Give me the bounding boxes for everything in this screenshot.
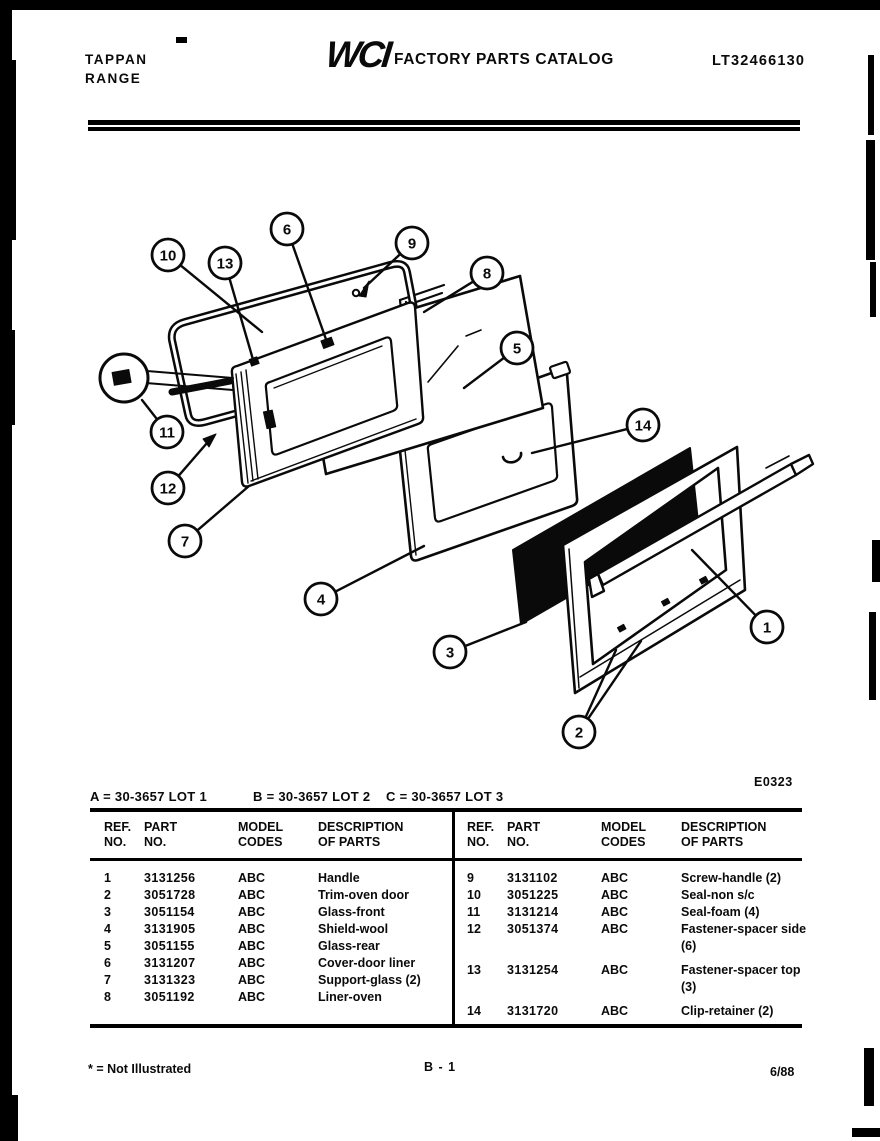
cell-ref: 9 — [467, 871, 474, 885]
cell-part: 3051154 — [144, 905, 195, 919]
parts-table — [90, 808, 807, 1030]
cell-codes: ABC — [238, 956, 266, 970]
table-body-right — [467, 870, 807, 1020]
scan-edge-left-bump — [0, 1095, 18, 1141]
svg-text:1: 1 — [762, 619, 772, 637]
svg-text:5: 5 — [512, 340, 522, 358]
svg-text:4: 4 — [316, 591, 326, 609]
cell-ref: 1 — [104, 871, 111, 885]
table-header: REF. NO. PART NO. MODEL CODES DESCRIPTION OF PARTS — [104, 820, 404, 849]
catalog-title: FACTORY PARTS CATALOG — [394, 51, 614, 68]
svg-text:9: 9 — [407, 235, 417, 253]
cell-ref: 14 — [467, 1004, 481, 1018]
table-row — [467, 904, 807, 921]
callout-4 — [305, 546, 424, 615]
cell-desc: Fastener-spacer side (6) — [681, 922, 807, 953]
cell-part: 3051728 — [144, 888, 196, 902]
wci-logo: WCI — [323, 34, 392, 75]
table-rule-bottom — [90, 1024, 802, 1028]
table-row — [104, 904, 444, 921]
lot-code-c: C = 30-3657 LOT 3 — [386, 789, 504, 804]
cell-desc: Seal-non s/c — [681, 888, 755, 902]
cell-codes: ABC — [601, 1004, 629, 1018]
cell-part: 3051155 — [144, 939, 195, 953]
table-row — [104, 989, 444, 1006]
svg-text:7: 7 — [180, 533, 190, 551]
callout-9 — [364, 227, 428, 288]
cell-desc: Support-glass (2) — [318, 973, 421, 987]
cell-desc: Cover-door liner — [318, 956, 416, 970]
table-row — [467, 870, 807, 887]
footer-note: * = Not Illustrated — [88, 1062, 192, 1076]
cell-codes: ABC — [601, 922, 629, 936]
table-row — [104, 921, 444, 938]
cell-ref: 11 — [467, 905, 481, 919]
table-rule-top — [90, 808, 802, 812]
cell-codes: ABC — [601, 888, 629, 902]
cell-codes: ABC — [601, 963, 629, 977]
svg-text:6: 6 — [282, 221, 292, 239]
cell-part: 3131102 — [507, 871, 558, 885]
screw-glyph — [353, 281, 369, 297]
svg-text:10: 10 — [159, 247, 177, 265]
callout-11 — [142, 400, 183, 448]
scan-edge-top — [0, 0, 880, 10]
cell-ref: 5 — [104, 939, 111, 953]
seal-foam-magnifier — [100, 354, 233, 402]
cell-part: 3131905 — [144, 922, 196, 936]
cell-codes: ABC — [238, 888, 266, 902]
scan-edge-right — [868, 55, 874, 135]
svg-text:12: 12 — [159, 480, 177, 498]
lot-code-b: B = 30-3657 LOT 2 — [253, 789, 371, 804]
footer-issue-date: 6/88 — [770, 1065, 795, 1079]
svg-text:11: 11 — [159, 424, 175, 442]
svg-text:3: 3 — [445, 644, 455, 662]
cell-ref: 10 — [467, 888, 481, 902]
svg-text:8: 8 — [482, 265, 492, 283]
brand-line1: TAPPAN — [85, 52, 148, 67]
cell-part: 3051192 — [144, 990, 195, 1004]
header-rule — [88, 120, 800, 131]
cell-desc: Trim-oven door — [318, 888, 409, 902]
scan-edge-right — [864, 1048, 874, 1106]
cell-ref: 12 — [467, 922, 481, 936]
cell-ref: 7 — [104, 973, 111, 987]
cell-desc: Liner-oven — [318, 990, 382, 1004]
table-row — [467, 887, 807, 904]
svg-text:13: 13 — [216, 255, 234, 273]
cell-ref: 8 — [104, 990, 111, 1004]
cell-part: 3131323 — [144, 973, 196, 987]
footer-page-number: B - 1 — [424, 1060, 457, 1074]
table-header: REF. NO. PART NO. MODEL CODES DESCRIPTION OF PARTS — [467, 820, 767, 849]
table-row — [104, 938, 444, 955]
svg-text:14: 14 — [634, 417, 652, 435]
cell-codes: ABC — [238, 990, 266, 1004]
table-row — [467, 962, 807, 996]
table-row — [104, 887, 444, 904]
cell-ref: 4 — [104, 922, 111, 936]
table-row — [104, 870, 444, 887]
cell-desc: Glass-front — [318, 905, 385, 919]
page-code: E0323 — [754, 775, 793, 789]
cell-ref: 2 — [104, 888, 111, 902]
callout-12 — [152, 443, 207, 504]
cell-desc: Handle — [318, 871, 360, 885]
cell-part: 3051225 — [507, 888, 559, 902]
cell-part: 3131256 — [144, 871, 196, 885]
brand-line2: RANGE — [85, 71, 142, 86]
callout-6 — [271, 213, 328, 345]
cell-ref: 3 — [104, 905, 111, 919]
table-row — [104, 972, 444, 989]
callout-3 — [434, 622, 526, 668]
cell-codes: ABC — [601, 905, 629, 919]
cell-desc: Screw-handle (2) — [681, 871, 782, 885]
cell-part: 3051374 — [507, 922, 559, 936]
table-row — [104, 955, 444, 972]
scan-speck — [176, 37, 187, 43]
exploded-oven-door-diagram — [0, 150, 880, 798]
cell-codes: ABC — [238, 922, 266, 936]
cell-desc: Seal-foam (4) — [681, 905, 760, 919]
table-row — [467, 1003, 807, 1020]
cell-desc: Fastener-spacer top (3) — [681, 963, 801, 994]
cell-codes: ABC — [238, 973, 266, 987]
cell-part: 3131720 — [507, 1004, 559, 1018]
brand-title — [85, 50, 148, 88]
cell-part: 3131207 — [144, 956, 196, 970]
scan-edge-bottom — [852, 1128, 880, 1137]
cell-part: 3131254 — [507, 963, 559, 977]
document-number: LT32466130 — [712, 53, 806, 69]
cell-desc: Glass-rear — [318, 939, 380, 953]
table-rule-header — [90, 858, 802, 861]
cell-desc: Shield-wool — [318, 922, 389, 936]
cell-codes: ABC — [601, 871, 629, 885]
table-row — [467, 921, 807, 955]
svg-text:2: 2 — [574, 724, 584, 742]
cell-codes: ABC — [238, 939, 266, 953]
cell-codes: ABC — [238, 905, 266, 919]
cell-ref: 13 — [467, 963, 481, 977]
table-body-left — [104, 870, 444, 1006]
cell-desc: Clip-retainer (2) — [681, 1004, 774, 1018]
cell-part: 3131214 — [507, 905, 559, 919]
cell-ref: 6 — [104, 956, 111, 970]
cell-codes: ABC — [238, 871, 266, 885]
lot-code-a: A = 30-3657 LOT 1 — [90, 789, 207, 804]
